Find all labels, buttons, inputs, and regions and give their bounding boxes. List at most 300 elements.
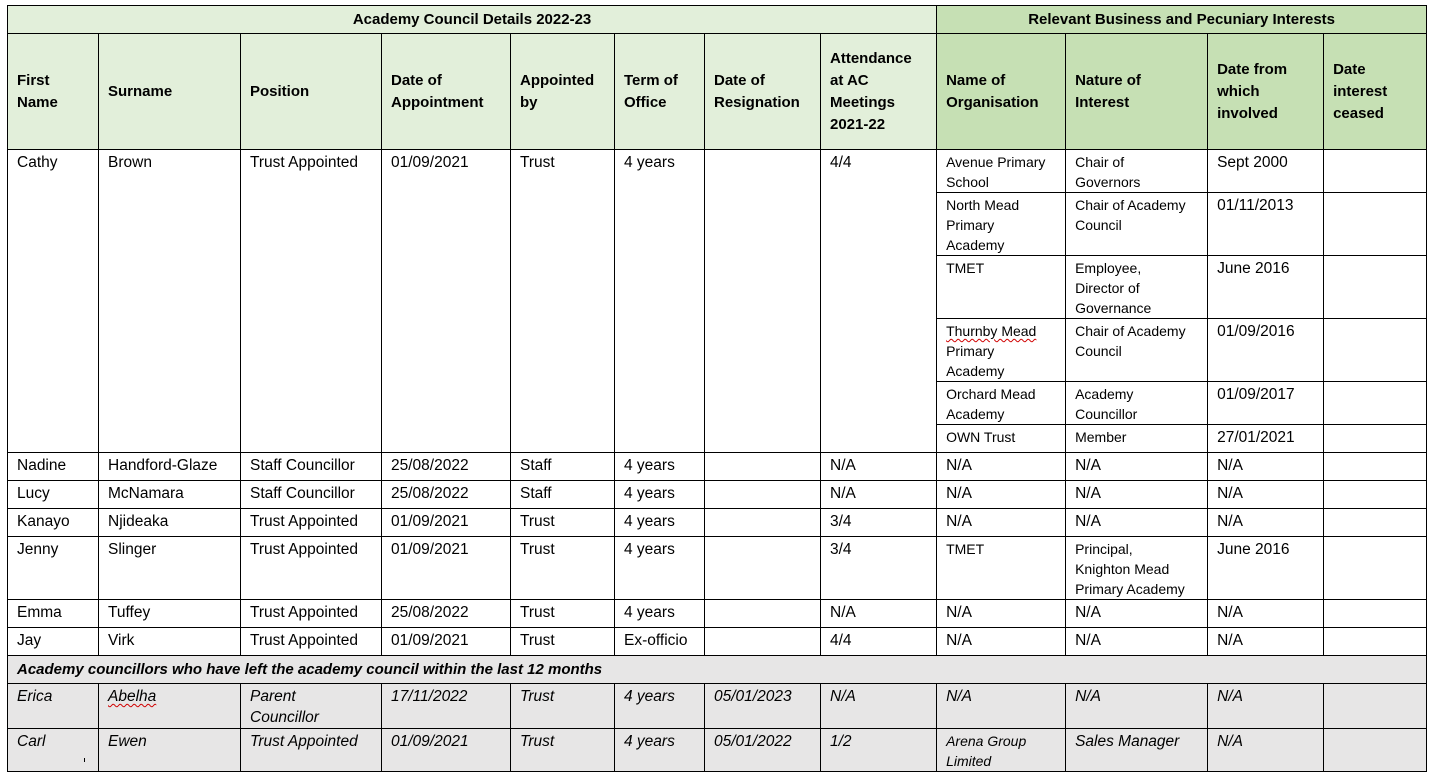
cell-attendance: [821, 509, 937, 537]
cell-surname: [99, 481, 241, 509]
column-header-line: Name of: [946, 71, 1006, 89]
cell-text: Tuffey: [108, 604, 151, 621]
cell-position: [241, 684, 382, 729]
cell-first-name: [8, 481, 99, 509]
cell-text: Trust Appointed: [250, 154, 358, 171]
cell-from: [1208, 193, 1324, 256]
cell-resignation: [705, 481, 821, 509]
column-header-line: Term of: [624, 71, 678, 89]
cell-text: Trust: [520, 688, 555, 705]
cell-text: [705, 453, 820, 455]
cell-date-of-appointment: [382, 537, 511, 600]
table-row: [8, 453, 1427, 481]
cell-text: Jay: [17, 632, 42, 649]
column-header-line: Interest: [1075, 93, 1130, 111]
column-header-line: Date from: [1217, 60, 1288, 78]
cell-from: [1208, 382, 1324, 425]
cell-attendance: [821, 600, 937, 628]
cell-resignation: [705, 509, 821, 537]
cell-text: N/A: [946, 485, 972, 502]
column-header-line: Resignation: [714, 93, 800, 111]
cell-text: Erica: [17, 688, 53, 705]
cell-surname: [99, 600, 241, 628]
cell-nature: [1066, 481, 1208, 509]
cell-text: 3/4: [830, 541, 852, 558]
cell-text: Director of: [1075, 280, 1140, 296]
cell-text: N/A: [946, 632, 972, 649]
left-councillor-row: [8, 684, 1427, 729]
cell-text: Parent: [250, 688, 296, 705]
column-header-term-of-office: [615, 34, 705, 150]
cell-text: Nadine: [17, 457, 67, 474]
cell-text: [1324, 256, 1426, 258]
column-header-attendance: [821, 34, 937, 150]
cell-resignation: [705, 453, 821, 481]
cell-from: [1208, 256, 1324, 319]
cell-first-name: [8, 729, 99, 772]
column-header-line: First: [17, 71, 50, 89]
cell-text: N/A: [1217, 632, 1243, 649]
cell-organisation: [937, 382, 1066, 425]
academy-council-table: [7, 5, 1427, 772]
cell-surname: [99, 628, 241, 656]
cell-term: [615, 509, 705, 537]
cell-first-name: [8, 537, 99, 600]
cell-text: June 2016: [1217, 260, 1290, 277]
cell-text: 25/08/2022: [391, 604, 469, 621]
cell-nature: [1066, 684, 1208, 729]
cell-ceased: [1324, 319, 1427, 382]
cell-text: [1324, 729, 1426, 731]
cell-nature: [1066, 729, 1208, 772]
cell-text: Academy: [946, 406, 1005, 422]
cell-organisation: [937, 425, 1066, 453]
cell-text: TMET: [946, 260, 985, 276]
cell-text: Trust Appointed: [250, 604, 358, 621]
cell-from: [1208, 628, 1324, 656]
cell-text: N/A: [1075, 632, 1101, 649]
cell-from: [1208, 425, 1324, 453]
cell-text: N/A: [1075, 485, 1101, 502]
cell-nature: [1066, 600, 1208, 628]
cell-ceased: [1324, 684, 1427, 729]
cell-from: [1208, 684, 1324, 729]
cell-organisation: [937, 628, 1066, 656]
cell-first-name: [8, 628, 99, 656]
cell-text: Academy: [946, 363, 1005, 379]
cell-text: 4/4: [830, 154, 852, 171]
cell-text: N/A: [1075, 513, 1101, 530]
cell-ceased: [1324, 382, 1427, 425]
column-header-date-from-which-involved: [1208, 34, 1324, 150]
cell-term: [615, 150, 705, 453]
cell-organisation: [937, 256, 1066, 319]
table-row: [8, 600, 1427, 628]
column-header-surname: [99, 34, 241, 150]
cell-text: School: [946, 174, 989, 190]
cell-ceased: [1324, 193, 1427, 256]
cell-text: [1324, 453, 1426, 455]
cell-term: [615, 600, 705, 628]
cell-text: Ex-officio: [624, 632, 688, 649]
cell-ceased: [1324, 600, 1427, 628]
column-header-nature-of-interest: [1066, 34, 1208, 150]
cell-appointed-by: [511, 537, 615, 600]
column-header-line: Surname: [108, 82, 173, 100]
cell-term: [615, 729, 705, 772]
left-councillor-row: [8, 729, 1427, 772]
cell-term: [615, 537, 705, 600]
column-header-line: involved: [1217, 104, 1278, 122]
cell-text: 4 years: [624, 457, 675, 474]
cell-resignation: [705, 729, 821, 772]
column-header-line: Attendance: [830, 49, 912, 67]
cell-text: 01/09/2017: [1217, 386, 1295, 403]
cell-text: [1324, 600, 1426, 602]
cell-text: 1/2: [830, 733, 852, 750]
cell-text: 01/11/2013: [1217, 197, 1294, 214]
cell-text: 01/09/2016: [1217, 323, 1295, 340]
cell-text: 01/09/2021: [391, 632, 469, 649]
cell-text: Trust: [520, 632, 555, 649]
cell-text: N/A: [1217, 604, 1243, 621]
cell-ceased: [1324, 729, 1427, 772]
cell-text: [705, 509, 820, 511]
cell-text: 4 years: [624, 733, 675, 750]
column-header-line: Name: [17, 93, 58, 111]
cell-text: N/A: [946, 457, 972, 474]
cell-text: Avenue Primary: [946, 154, 1046, 170]
cell-text: Trust: [520, 541, 555, 558]
cell-text: Ewen: [108, 733, 147, 750]
cell-surname: [99, 453, 241, 481]
column-header-line: at AC: [830, 71, 869, 89]
cell-attendance: [821, 150, 937, 453]
cell-text: N/A: [830, 457, 856, 474]
cell-text: Staff Councillor: [250, 457, 355, 474]
cell-text: Carl: [17, 733, 46, 750]
cell-attendance: [821, 453, 937, 481]
cell-from: [1208, 319, 1324, 382]
cell-from: [1208, 729, 1324, 772]
column-header-line: ceased: [1333, 104, 1384, 122]
page-edge-mark: [84, 758, 85, 762]
cell-organisation: [937, 684, 1066, 729]
cell-first-name: [8, 509, 99, 537]
column-header-line: Date: [1333, 60, 1366, 78]
cell-surname: [99, 729, 241, 772]
cell-date-of-appointment: [382, 481, 511, 509]
cell-position: [241, 537, 382, 600]
cell-text: N/A: [1217, 485, 1243, 502]
cell-surname: [99, 509, 241, 537]
cell-text: Chair of: [1075, 154, 1125, 170]
cell-organisation: [937, 537, 1066, 600]
cell-text: [1324, 319, 1426, 321]
cell-first-name: [8, 150, 99, 453]
cell-text: Njideaka: [108, 513, 169, 530]
cell-ceased: [1324, 481, 1427, 509]
cell-ceased: [1324, 537, 1427, 600]
cell-nature: [1066, 509, 1208, 537]
cell-text: Trust: [520, 154, 555, 171]
cell-first-name: [8, 684, 99, 729]
cell-organisation: [937, 319, 1066, 382]
cell-organisation: [937, 150, 1066, 193]
cell-text: Trust: [520, 604, 555, 621]
cell-text: Trust Appointed: [250, 541, 358, 558]
column-header-position: [241, 34, 382, 150]
cell-text: Kanayo: [17, 513, 70, 530]
cell-text: Virk: [108, 632, 135, 649]
cell-attendance: [821, 537, 937, 600]
cell-attendance: [821, 481, 937, 509]
cell-text: 01/09/2021: [391, 154, 469, 171]
cell-text: [705, 481, 820, 483]
cell-date-of-appointment: [382, 684, 511, 729]
cell-text: N/A: [946, 513, 972, 530]
cell-text: 4 years: [624, 541, 675, 558]
cell-appointed-by: [511, 600, 615, 628]
cell-text: [1324, 684, 1426, 686]
cell-text: Governance: [1075, 300, 1152, 316]
cell-from: [1208, 600, 1324, 628]
cell-resignation: [705, 537, 821, 600]
cell-appointed-by: [511, 453, 615, 481]
cell-text: Sales Manager: [1075, 733, 1180, 750]
cell-text: [1324, 509, 1426, 511]
column-header-line: which: [1217, 82, 1260, 100]
column-header-name-of-organisation: [937, 34, 1066, 150]
cell-text: Trust Appointed: [250, 513, 358, 530]
cell-text: Limited: [946, 753, 992, 769]
cell-first-name: [8, 600, 99, 628]
cell-text: Chair of Academy: [1075, 323, 1186, 339]
cell-date-of-appointment: [382, 729, 511, 772]
cell-appointed-by: [511, 481, 615, 509]
cell-surname: [99, 537, 241, 600]
cell-text: Thurnby Mead: [946, 323, 1037, 339]
cell-text: [1324, 193, 1426, 195]
cell-organisation: [937, 193, 1066, 256]
cell-resignation: [705, 628, 821, 656]
cell-text: 4 years: [624, 604, 675, 621]
cell-text: [1324, 150, 1426, 152]
cell-text: Council: [1075, 217, 1122, 233]
cell-text: 17/11/2022: [391, 688, 468, 705]
cell-from: [1208, 509, 1324, 537]
cell-text: 4 years: [624, 688, 675, 705]
column-header-line: 2021-22: [830, 115, 886, 133]
cell-ceased: [1324, 150, 1427, 193]
cell-date-of-appointment: [382, 509, 511, 537]
cell-text: N/A: [946, 688, 972, 705]
cell-position: [241, 453, 382, 481]
cell-text: Council: [1075, 343, 1122, 359]
column-header-date-interest-ceased: [1324, 34, 1427, 150]
cell-term: [615, 684, 705, 729]
cell-text: OWN Trust: [946, 429, 1016, 445]
cell-text: N/A: [830, 604, 856, 621]
cell-nature: [1066, 628, 1208, 656]
cell-position: [241, 481, 382, 509]
cell-term: [615, 481, 705, 509]
cell-appointed-by: [511, 684, 615, 729]
cell-resignation: [705, 150, 821, 453]
cell-date-of-appointment: [382, 600, 511, 628]
cell-text: Principal,: [1075, 541, 1133, 557]
cell-position: [241, 509, 382, 537]
column-header-line: Position: [250, 82, 310, 100]
cell-text: Orchard Mead: [946, 386, 1036, 402]
column-header-line: Appointment: [391, 93, 484, 111]
cell-position: [241, 600, 382, 628]
cell-text: McNamara: [108, 485, 184, 502]
cell-position: [241, 729, 382, 772]
cell-date-of-appointment: [382, 453, 511, 481]
column-header-line: Date of: [391, 71, 442, 89]
cell-text: Trust Appointed: [250, 632, 358, 649]
cell-ceased: [1324, 509, 1427, 537]
cell-text: Staff: [520, 485, 552, 502]
cell-resignation: [705, 684, 821, 729]
cell-text: Slinger: [108, 541, 157, 558]
cell-text: Primary Academy: [1075, 581, 1185, 597]
cell-nature: [1066, 193, 1208, 256]
cell-text: Academy councillors who have left the academy council within the last 12 months: [17, 661, 603, 678]
cell-text: [1324, 537, 1426, 539]
cell-nature: [1066, 537, 1208, 600]
cell-text: Emma: [17, 604, 62, 621]
cell-text: Lucy: [17, 485, 50, 502]
table-row: [8, 150, 1427, 193]
cell-from: [1208, 481, 1324, 509]
cell-text: Member: [1075, 429, 1127, 445]
cell-surname: [99, 150, 241, 453]
cell-text: Councillor: [250, 709, 319, 726]
cell-text: 27/01/2021: [1217, 429, 1295, 446]
cell-text: N/A: [830, 688, 856, 705]
cell-text: [705, 150, 820, 152]
cell-text: N/A: [830, 485, 856, 502]
cell-text: 05/01/2023: [714, 688, 792, 705]
cell-text: 3/4: [830, 513, 852, 530]
cell-position: [241, 150, 382, 453]
column-header-line: Date of: [714, 71, 765, 89]
cell-text: N/A: [1217, 733, 1243, 750]
cell-organisation: [937, 729, 1066, 772]
table-row: [8, 537, 1427, 600]
cell-text: TMET: [946, 541, 985, 557]
column-header-line: interest: [1333, 82, 1388, 100]
table-row: [8, 509, 1427, 537]
pecuniary-interests-heading: Relevant Business and Pecuniary Interests: [937, 6, 1427, 34]
column-header-first-name: [8, 34, 99, 150]
cell-text: N/A: [1217, 688, 1243, 705]
table-row: [8, 628, 1427, 656]
cell-text: Trust Appointed: [250, 733, 358, 750]
cell-nature: [1066, 425, 1208, 453]
cell-text: Brown: [108, 154, 152, 171]
cell-nature: [1066, 256, 1208, 319]
cell-first-name: [8, 453, 99, 481]
cell-attendance: [821, 684, 937, 729]
cell-text: 4 years: [624, 154, 675, 171]
cell-appointed-by: [511, 729, 615, 772]
cell-organisation: [937, 600, 1066, 628]
cell-text: 01/09/2021: [391, 541, 469, 558]
cell-text: Academy: [1075, 386, 1134, 402]
cell-text: [705, 628, 820, 630]
cell-from: [1208, 150, 1324, 193]
table-row: [8, 481, 1427, 509]
cell-resignation: [705, 600, 821, 628]
cell-from: [1208, 453, 1324, 481]
cell-text: Jenny: [17, 541, 59, 558]
cell-text: 4/4: [830, 632, 852, 649]
cell-nature: [1066, 453, 1208, 481]
cell-appointed-by: [511, 628, 615, 656]
cell-attendance: [821, 729, 937, 772]
cell-text: June 2016: [1217, 541, 1290, 558]
cell-text: 4 years: [624, 513, 675, 530]
cell-appointed-by: [511, 509, 615, 537]
cell-from: [1208, 537, 1324, 600]
cell-text: N/A: [1075, 457, 1101, 474]
cell-ceased: [1324, 453, 1427, 481]
left-section-row: [8, 656, 1427, 684]
cell-position: [241, 628, 382, 656]
cell-text: [705, 600, 820, 602]
cell-text: [1324, 628, 1426, 630]
cell-text: Handford-Glaze: [108, 457, 218, 474]
cell-surname: [99, 684, 241, 729]
cell-text: Employee,: [1075, 260, 1142, 276]
cell-date-of-appointment: [382, 150, 511, 453]
cell-ceased: [1324, 256, 1427, 319]
cell-text: 4 years: [624, 485, 675, 502]
cell-appointed-by: [511, 150, 615, 453]
cell-text: N/A: [1075, 604, 1101, 621]
column-header-line: by: [520, 93, 538, 111]
column-header-appointed-by: [511, 34, 615, 150]
cell-text: 01/09/2021: [391, 513, 469, 530]
cell-text: N/A: [1217, 513, 1243, 530]
cell-text: Trust: [520, 733, 555, 750]
cell-ceased: [1324, 425, 1427, 453]
cell-text: 01/09/2021: [391, 733, 469, 750]
cell-text: [1324, 425, 1426, 427]
cell-text: N/A: [1217, 457, 1243, 474]
cell-text: [1324, 382, 1426, 384]
cell-text: Staff Councillor: [250, 485, 355, 502]
cell-ceased: [1324, 628, 1427, 656]
cell-text: Arena Group: [946, 733, 1027, 749]
column-header-line: Appointed: [520, 71, 595, 89]
cell-text: Councillor: [1075, 406, 1138, 422]
cell-nature: [1066, 319, 1208, 382]
cell-text: Abelha: [108, 688, 157, 705]
cell-text: Knighton Mead: [1075, 561, 1170, 577]
cell-nature: [1066, 150, 1208, 193]
academy-council-details-heading: Academy Council Details 2022-23: [8, 6, 937, 34]
column-header-date-of-resignation: [705, 34, 821, 150]
cell-text: 25/08/2022: [391, 485, 469, 502]
cell-text: Primary: [946, 217, 995, 233]
cell-term: [615, 628, 705, 656]
cell-text: Trust: [520, 513, 555, 530]
column-header-line: Nature of: [1075, 71, 1141, 89]
